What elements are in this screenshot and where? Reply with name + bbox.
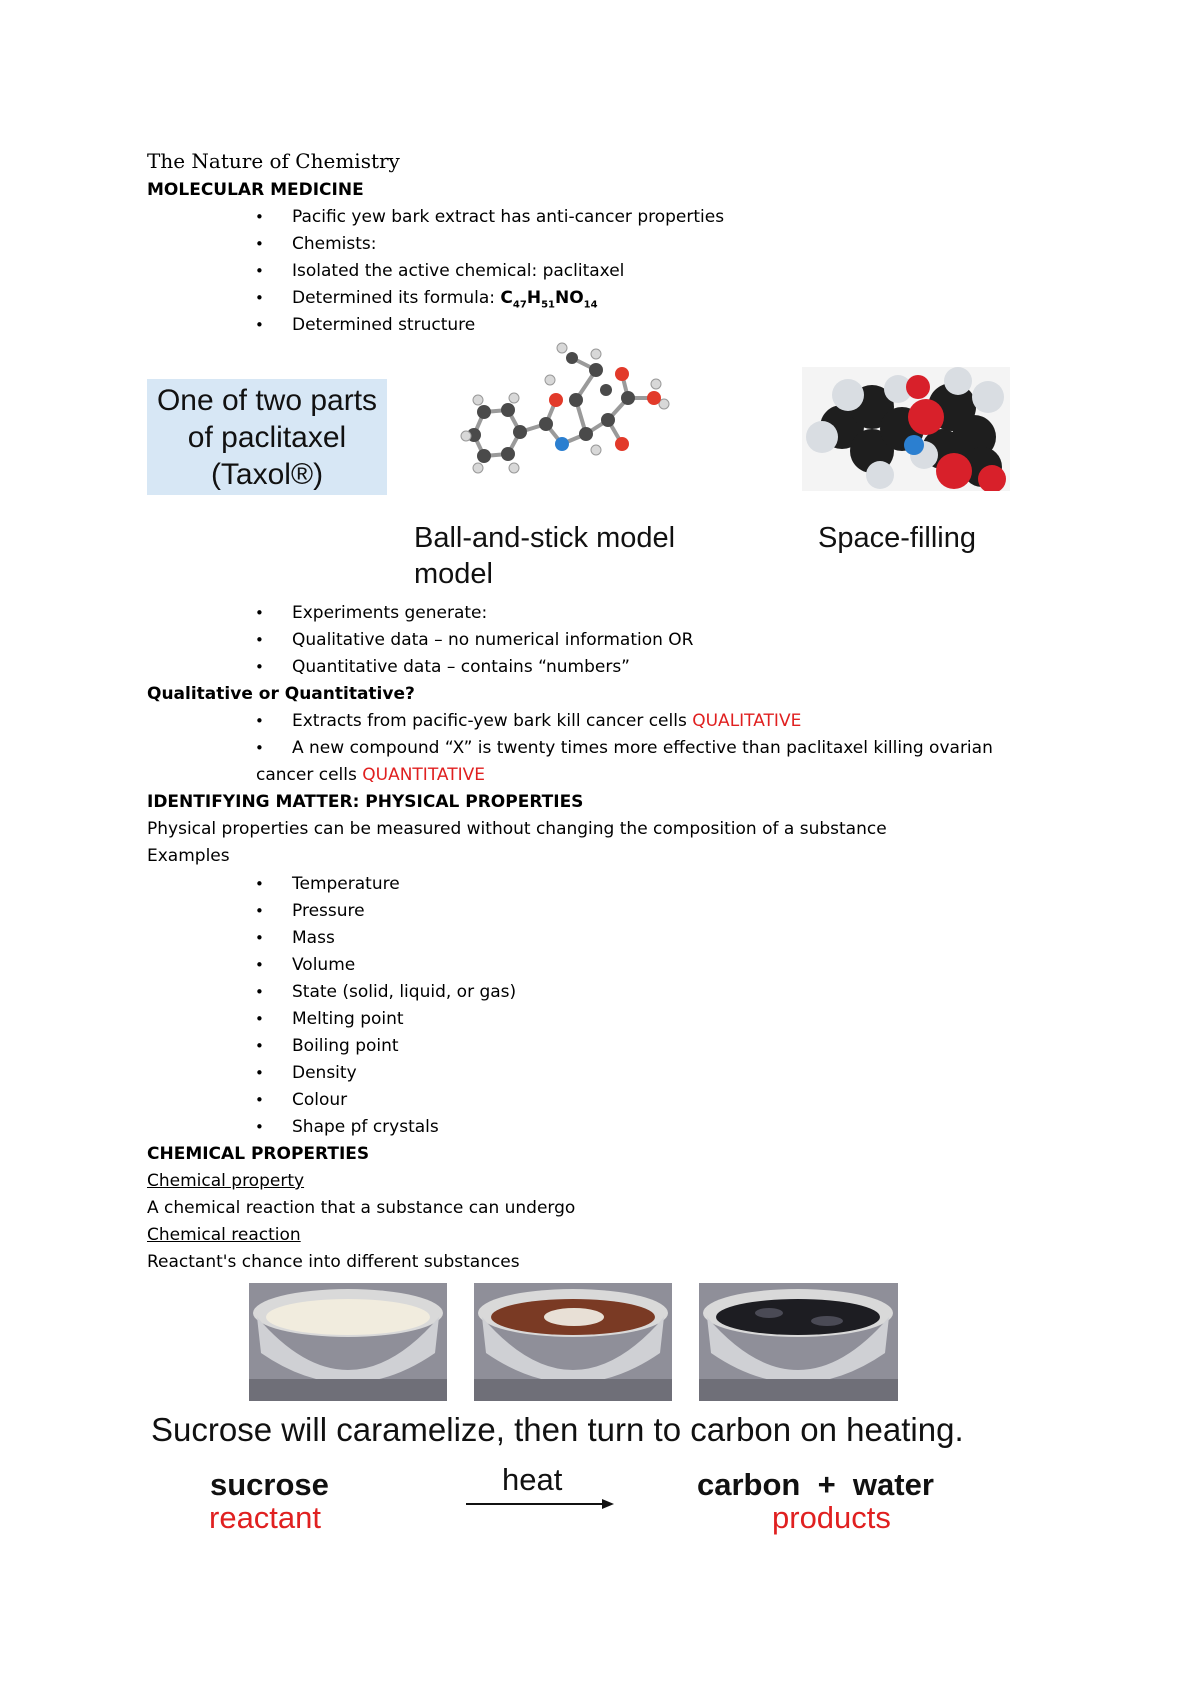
sucrose-pot-image bbox=[249, 1283, 447, 1401]
products-carbon-water: carbon + water bbox=[697, 1467, 934, 1502]
heat-label: heat bbox=[502, 1462, 563, 1497]
heading-qualitative-or-quantitative: Qualitative or Quantitative? bbox=[147, 684, 415, 704]
definition-chemical-property: A chemical reaction that a substance can undergo bbox=[147, 1198, 576, 1218]
formula-prefix: Determined its formula: bbox=[292, 288, 501, 308]
reactant-sucrose: sucrose bbox=[210, 1467, 329, 1502]
list-item: Shape pf crystals bbox=[292, 1117, 439, 1137]
list-item: Mass bbox=[292, 928, 335, 948]
list-item: Quantitative data – contains “numbers” bbox=[292, 657, 630, 677]
heading-molecular-medicine: MOLECULAR MEDICINE bbox=[147, 180, 364, 200]
bullet-dot: • bbox=[255, 1118, 264, 1136]
list-item: Determined structure bbox=[292, 315, 476, 335]
bullet-dot: • bbox=[255, 208, 264, 226]
bullet-dot: • bbox=[255, 1091, 264, 1109]
list-item: Colour bbox=[292, 1090, 348, 1110]
bullet-dot: • bbox=[255, 1064, 264, 1082]
bullet-dot: • bbox=[255, 1010, 264, 1028]
formula: $C_{47}H_{51}NO_{14}$ bbox=[500, 288, 598, 311]
ball-and-stick-label-line2: model bbox=[414, 558, 493, 590]
examples-label: Examples bbox=[147, 846, 230, 866]
list-item: Qualitative data – no numerical information OR bbox=[292, 630, 694, 650]
caption-line: One of two parts bbox=[156, 384, 378, 417]
bullet-dot: • bbox=[255, 289, 264, 307]
heading-physical-properties: IDENTIFYING MATTER: PHYSICAL PROPERTIES bbox=[147, 792, 584, 812]
bullet-dot: • bbox=[255, 235, 264, 253]
list-item: Pressure bbox=[292, 901, 365, 921]
caramel-pot-image bbox=[474, 1283, 672, 1401]
reactant-label: reactant bbox=[209, 1500, 322, 1535]
bullet-dot: • bbox=[255, 956, 264, 974]
bullet-dot: • bbox=[255, 929, 264, 947]
bullet-dot: • bbox=[255, 1037, 264, 1055]
list-item: Experiments generate: bbox=[292, 603, 488, 623]
space-filling-model-image bbox=[802, 367, 1010, 491]
qualitative-tag: QUALITATIVE bbox=[692, 711, 802, 731]
bullet-dot: • bbox=[255, 604, 264, 622]
caption-line: (Taxol®) bbox=[210, 458, 324, 491]
physical-properties-description: Physical properties can be measured without changing the composition of a substance bbox=[147, 819, 887, 839]
sucrose-caption: Sucrose will caramelize, then turn to carbon on heating. bbox=[151, 1411, 964, 1448]
list-item: Extracts from pacific-yew bark kill cancer cells QUALITATIVE bbox=[292, 711, 802, 731]
bullet-dot: • bbox=[255, 739, 264, 757]
list-item: Boiling point bbox=[292, 1036, 399, 1056]
ball-and-stick-label bbox=[414, 520, 675, 592]
list-item: Volume bbox=[292, 955, 356, 975]
term-chemical-reaction: Chemical reaction bbox=[147, 1225, 301, 1245]
list-item: A new compound “X” is twenty times more effective than paclitaxel killing ovarian bbox=[292, 738, 993, 758]
ball-and-stick-model-image bbox=[446, 340, 680, 492]
list-item: Isolated the active chemical: paclitaxel bbox=[292, 261, 625, 281]
products-label: products bbox=[772, 1500, 891, 1535]
quantitative-tag: QUANTITATIVE bbox=[362, 765, 485, 785]
list-item-continuation: cancer cells QUANTITATIVE bbox=[256, 765, 485, 785]
list-item: Melting point bbox=[292, 1009, 404, 1029]
list-item: Pacific yew bark extract has anti-cancer properties bbox=[292, 207, 725, 227]
heading-chemical-properties: CHEMICAL PROPERTIES bbox=[147, 1144, 370, 1164]
carbon-pot-image bbox=[699, 1283, 898, 1401]
ball-and-stick-label-line1: Ball-and-stick model bbox=[414, 522, 676, 554]
list-item: State (solid, liquid, or gas) bbox=[292, 982, 517, 1002]
term-chemical-property: Chemical property bbox=[147, 1171, 305, 1191]
list-item: Chemists: bbox=[292, 234, 377, 254]
bullet-dot: • bbox=[255, 631, 264, 649]
bullet-dot: • bbox=[255, 902, 264, 920]
paclitaxel-caption-box bbox=[147, 379, 387, 495]
bullet-dot: • bbox=[255, 875, 264, 893]
list-item: Density bbox=[292, 1063, 357, 1083]
bullet-dot: • bbox=[255, 658, 264, 676]
list-item: Temperature bbox=[292, 874, 400, 894]
bullet-dot: • bbox=[255, 712, 264, 730]
bullet-dot: • bbox=[255, 262, 264, 280]
bullet-dot: • bbox=[255, 316, 264, 334]
bullet-dot: • bbox=[255, 983, 264, 1001]
caption-line: of paclitaxel bbox=[187, 421, 347, 454]
space-filling-label: Space-filling bbox=[818, 522, 976, 554]
reaction-arrow-icon bbox=[466, 1496, 616, 1512]
page-title: The Nature of Chemistry bbox=[147, 149, 400, 173]
definition-chemical-reaction: Reactant's chance into different substances bbox=[147, 1252, 520, 1272]
